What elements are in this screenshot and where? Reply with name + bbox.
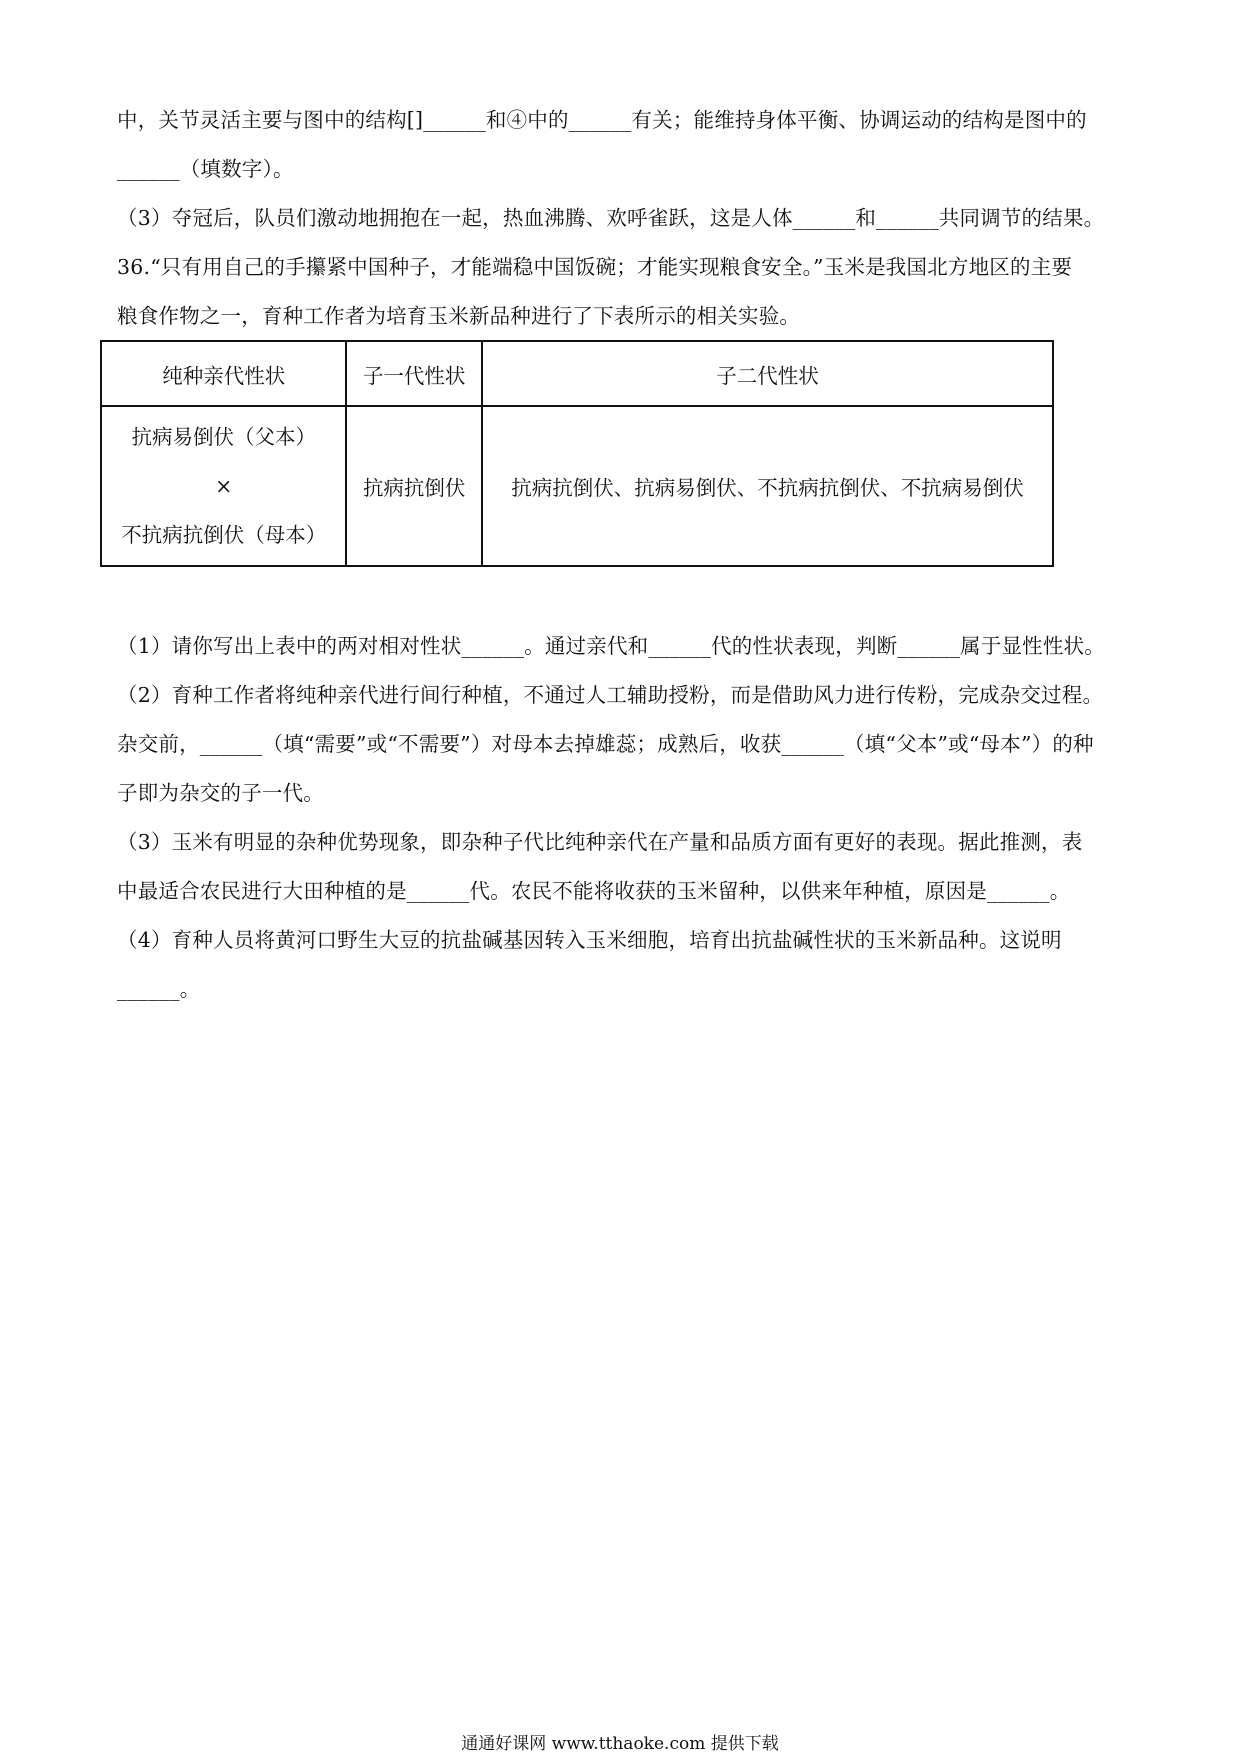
question-36-intro: 36.“只有用自己的手攥紧中国种子，才能端稳中国饭碗；才能实现粮食安全。”玉米是我国北方地区的主要	[117, 255, 1073, 279]
question-3-text: （3）夺冠后，队员们激动地拥抱在一起，热血沸腾、欢呼雀跃，这是人体______和______共同调节的结果。	[117, 206, 1105, 230]
table-row	[101, 406, 1053, 566]
parent-traits-cell	[101, 406, 346, 566]
text-line: 中，关节灵活主要与图中的结构[]______和④中的______有关；能维持身体平衡、协调运动的结构是图中的	[117, 108, 1087, 132]
question-36-intro-cont: 粮食作物之一，育种工作者为培育玉米新品种进行了下表所示的相关实验。	[117, 304, 801, 328]
parent-father: 抗病易倒伏（父本）	[131, 424, 316, 449]
table-header-cell: 纯种亲代性状	[101, 341, 346, 406]
parent-mother: 不抗病抗倒伏（母本）	[121, 522, 327, 547]
text-line: ______（填数字）。	[117, 157, 294, 181]
experiment-table	[100, 340, 1054, 567]
f1-traits-cell: 抗病抗倒伏	[346, 406, 482, 566]
sub-question-3-cont: 中最适合农民进行大田种植的是______代。农民不能将收获的玉米留种，以供来年种植，原因是______。	[117, 879, 1071, 903]
sub-question-2: （2）育种工作者将纯种亲代进行间行种植，不通过人工辅助授粉，而是借助风力进行传粉，完成杂交过程。	[117, 683, 1104, 707]
cross-symbol: ×	[215, 473, 233, 498]
sub-question-1: （1）请你写出上表中的两对相对性状______。通过亲代和______代的性状表现，判断______属于显性性状。	[117, 634, 1105, 658]
sub-question-4-cont: ______。	[117, 977, 201, 1001]
table-header-row	[101, 341, 1053, 406]
sub-question-3: （3）玉米有明显的杂种优势现象，即杂种子代比纯种亲代在产量和品质方面有更好的表现。据此推测，表	[117, 830, 1083, 854]
table-header-cell: 子二代性状	[482, 341, 1053, 406]
sub-question-2-cont: 杂交前，______（填“需要”或“不需要”）对母本去掉雄蕊；成熟后，收获______（填“父本”或“母本”）的种	[117, 732, 1094, 756]
table-header-cell: 子一代性状	[346, 341, 482, 406]
page-footer: 通通好课网 www.tthaoke.com 提供下载	[461, 1734, 779, 1754]
f2-traits-cell: 抗病抗倒伏、抗病易倒伏、不抗病抗倒伏、不抗病易倒伏	[482, 406, 1053, 566]
sub-question-2-cont: 子即为杂交的子一代。	[117, 781, 324, 805]
sub-question-4: （4）育种人员将黄河口野生大豆的抗盐碱基因转入玉米细胞，培育出抗盐碱性状的玉米新品种。这说明	[117, 928, 1062, 952]
